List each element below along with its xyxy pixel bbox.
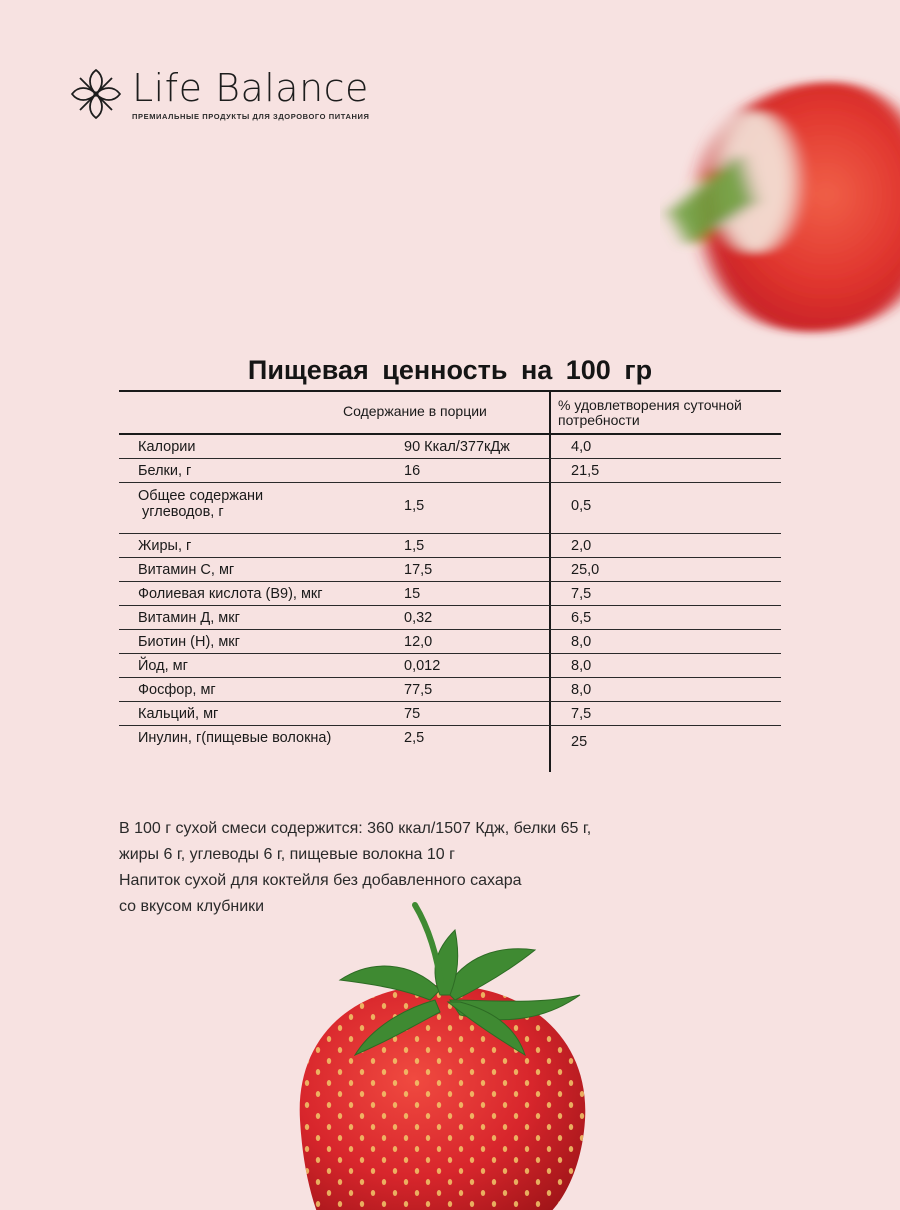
nutrient-name: Витамин С, мг — [138, 562, 235, 578]
nutrient-percent: 4,0 — [571, 439, 592, 455]
page-title: Пищевая ценность на 100 гр — [247, 355, 653, 385]
nutrient-name: Витамин Д, мкг — [138, 610, 240, 626]
note-line: В 100 г сухой смеси содержится: 360 ккал/1507 Кдж, белки 65 г, — [119, 820, 592, 837]
nutrient-percent: 2,0 — [571, 538, 592, 554]
nutrient-value: 0,32 — [404, 610, 433, 626]
nutrient-percent: 7,5 — [571, 706, 592, 722]
nutrient-name: Жиры, г — [138, 538, 192, 554]
nutrient-value: 90 Ккал/377кДж — [404, 439, 510, 455]
nutrient-value: 1,5 — [404, 498, 425, 514]
table-header-row — [119, 392, 781, 433]
nutrient-name: Инулин, г(пищевые волокна) — [138, 730, 332, 746]
nutrient-value: 77,5 — [404, 682, 433, 698]
nutrient-value: 12,0 — [404, 634, 433, 650]
table-row — [119, 435, 781, 459]
nutrient-percent: 8,0 — [571, 658, 592, 674]
nutrient-percent: 21,5 — [571, 463, 600, 479]
nutrient-percent: 8,0 — [571, 682, 592, 698]
table-row — [119, 630, 781, 654]
brand-name: Life Balance — [132, 66, 369, 110]
note-line: со вкусом клубники — [119, 898, 265, 915]
nutrient-value: 75 — [404, 706, 421, 722]
nutrient-value: 1,5 — [404, 538, 425, 554]
nutrient-percent: 8,0 — [571, 634, 592, 650]
nutrient-name: Кальций, мг — [138, 706, 219, 722]
table-row — [119, 654, 781, 678]
nutrient-percent: 7,5 — [571, 586, 592, 602]
table-row — [119, 702, 781, 726]
brand-tagline: ПРЕМИАЛЬНЫЕ ПРОДУКТЫ ДЛЯ ЗДОРОВОГО ПИТАНИЯ — [132, 112, 370, 121]
table-row — [119, 606, 781, 630]
table-row — [119, 726, 781, 758]
nutrient-name: Белки, г — [138, 463, 192, 479]
nutrient-name: Фолиевая кислота (В9), мкг — [138, 586, 323, 602]
header-portion: Содержание в порции — [343, 403, 487, 419]
nutrient-percent: 25,0 — [571, 562, 600, 578]
nutrient-value: 15 — [404, 586, 421, 602]
nutrient-value: 17,5 — [404, 562, 433, 578]
table-row — [119, 483, 781, 534]
nutrient-value: 0,012 — [404, 658, 441, 674]
table-row — [119, 558, 781, 582]
nutrition-table — [119, 390, 781, 758]
table-row — [119, 459, 781, 483]
nutrient-name: Общее содержани углеводов, г — [138, 488, 264, 520]
header-daily-percent: % удовлетворения суточной потребности — [558, 397, 742, 428]
nutrient-name: Йод, мг — [138, 658, 188, 674]
nutrient-percent: 25 — [571, 734, 588, 750]
nutrient-value: 2,5 — [404, 730, 425, 746]
nutrient-name: Биотин (Н), мкг — [138, 634, 240, 650]
note-line: Напиток сухой для коктейля без добавленного сахара — [119, 872, 522, 889]
note-line: жиры 6 г, углеводы 6 г, пищевые волокна 10 г — [119, 846, 455, 863]
nutrient-percent: 0,5 — [571, 498, 592, 514]
table-row — [119, 678, 781, 702]
lotus-logo-icon — [70, 68, 122, 120]
strawberry-blurred-image — [660, 62, 900, 352]
table-row — [119, 582, 781, 606]
nutrient-name: Фосфор, мг — [138, 682, 216, 698]
nutrient-name: Калории — [138, 439, 196, 455]
strawberry-image — [290, 890, 610, 1210]
table-row — [119, 534, 781, 558]
nutrient-percent: 6,5 — [571, 610, 592, 626]
nutrient-value: 16 — [404, 463, 421, 479]
